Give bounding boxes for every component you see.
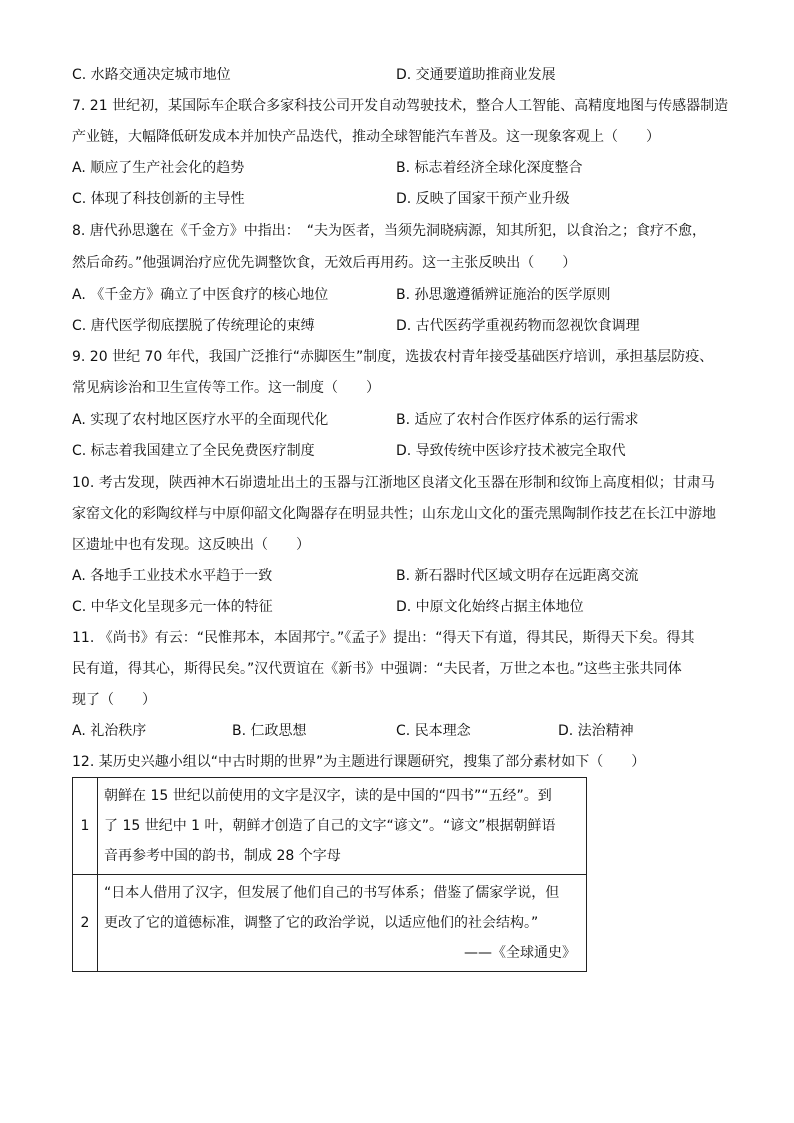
- question-stem-line: 11. 《尚书》有云：“民惟邦本，本固邦宁。”《孟子》提出：“得天下有道，得其民，斯得天下矣。得其: [72, 630, 695, 646]
- option-row: [72, 566, 732, 586]
- table-row: [73, 778, 587, 875]
- option-d: D. 导致传统中医诊疗技术被完全取代: [396, 443, 626, 459]
- question-stem-line: 然后命药。”他强调治疗应优先调整饮食，无效后再用药。这一主张反映出（ ）: [72, 255, 577, 271]
- row-text-line: “日本人借用了汉字，但发展了他们自己的书写体系；借鉴了儒家学说，但: [104, 885, 560, 901]
- option-row: [72, 316, 732, 336]
- option-a: A. 礼治秩序: [72, 723, 147, 739]
- row-number: 2: [73, 875, 98, 972]
- row-text-line: 音再参考中国的韵书，制成 28 个字母: [104, 848, 341, 864]
- option-row: [72, 410, 732, 430]
- option-a: A. 《千金方》确立了中医食疗的核心地位: [72, 287, 329, 303]
- option-row: [72, 441, 732, 461]
- option-row: [72, 721, 732, 741]
- option-c: C. 唐代医学彻底摆脱了传统理论的束缚: [72, 318, 315, 334]
- question-stem-line: 民有道，得其心，斯得民矣。”汉代贾谊在《新书》中强调：“夫民者，万世之本也。”这些主张共同体: [72, 661, 682, 677]
- option-d: D. 法治精神: [558, 723, 634, 739]
- option-c: C. 体现了科技创新的主导性: [72, 191, 245, 207]
- row-text-line: 朝鲜在 15 世纪以前使用的文字是汉字，读的是中国的“四书”“五经”。到: [104, 788, 552, 804]
- question-stem-line: 产业链，大幅降低研发成本并加快产品迭代，推动全球智能汽车普及。这一现象客观上（ ）: [72, 129, 660, 145]
- option-d: D. 交通要道助推商业发展: [396, 67, 556, 83]
- option-c: C. 水路交通决定城市地位: [72, 67, 231, 83]
- question-stem-line: 常见病诊治和卫生宣传等工作。这一制度（ ）: [72, 380, 380, 396]
- option-b: B. 标志着经济全球化深度整合: [396, 160, 583, 176]
- option-c: C. 民本理念: [396, 723, 471, 739]
- row-text: [98, 875, 587, 972]
- option-row: [72, 285, 732, 305]
- option-c: C. 标志着我国建立了全民免费医疗制度: [72, 443, 315, 459]
- question-stem-line: 家窑文化的彩陶纹样与中原仰韶文化陶器存在明显共性；山东龙山文化的蛋壳黑陶制作技艺在长江中游地: [72, 506, 716, 522]
- option-c: C. 中华文化呈现多元一体的特征: [72, 599, 273, 615]
- table-row: [73, 875, 587, 972]
- option-b: B. 孙思邈遵循辨证施治的医学原则: [396, 287, 611, 303]
- option-a: A. 各地手工业技术水平趋于一致: [72, 568, 273, 584]
- option-row: [72, 189, 732, 209]
- option-a: A. 顺应了生产社会化的趋势: [72, 160, 245, 176]
- option-b: B. 新石器时代区域文明存在远距离交流: [396, 568, 639, 584]
- option-b: B. 仁政思想: [232, 723, 307, 739]
- question-stem-line: 区遗址中也有发现。这反映出（ ）: [72, 537, 310, 553]
- question-stem-line: 9. 20 世纪 70 年代，我国广泛推行“赤脚医生”制度，选拔农村青年接受基础医疗培训，承担基层防疫、: [72, 349, 714, 365]
- row-text: [98, 778, 587, 875]
- question-stem-line: 8. 唐代孙思邈在《千金方》中指出： “夫为医者，当须先洞晓病源，知其所犯，以食治之；食疗不愈，: [72, 223, 707, 239]
- row-number: 1: [73, 778, 98, 875]
- option-b: B. 适应了农村合作医疗体系的运行需求: [396, 412, 639, 428]
- option-d: D. 古代医药学重视药物而忽视饮食调理: [396, 318, 640, 334]
- row-text-line: 更改了它的道德标准，调整了它的政治学说，以适应他们的社会结构。”: [104, 915, 539, 931]
- source-citation: ——《全球通史》: [464, 945, 576, 961]
- option-row: [72, 597, 732, 617]
- row-text-line: 了 15 世纪中 1 叶，朝鲜才创造了自己的文字“谚文”。“谚文”根据朝鲜语: [104, 818, 556, 834]
- question-stem-line: 10. 考古发现，陕西神木石峁遗址出土的玉器与江浙地区良渚文化玉器在形制和纹饰上高度相似；甘肃马: [72, 475, 715, 491]
- question-stem-line: 现了（ ）: [72, 692, 156, 708]
- question-stem-line: 7. 21 世纪初，某国际车企联合多家科技公司开发自动驾驶技术，整合人工智能、高精度地图与传感器制造: [72, 98, 729, 114]
- question-stem-line: 12. 某历史兴趣小组以“中古时期的世界”为主题进行课题研究，搜集了部分素材如下（ ）: [72, 754, 646, 770]
- option-d: D. 中原文化始终占据主体地位: [396, 599, 584, 615]
- option-a: A. 实现了农村地区医疗水平的全面现代化: [72, 412, 329, 428]
- source-material-table: [72, 777, 587, 972]
- prev-question-options: [72, 65, 732, 85]
- option-row: [72, 158, 732, 178]
- option-d: D. 反映了国家干预产业升级: [396, 191, 570, 207]
